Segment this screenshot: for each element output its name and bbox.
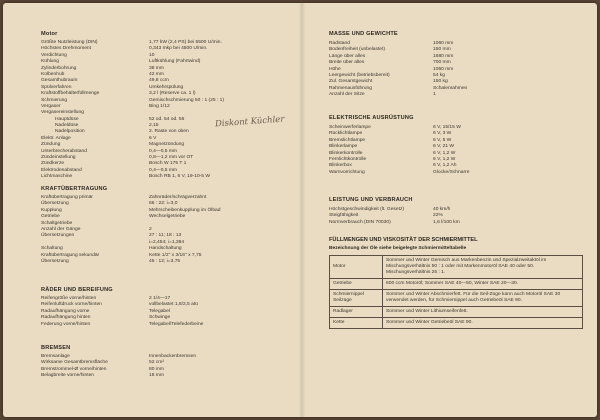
spec-label: Kupplung — [41, 207, 62, 213]
spec-label: Schaltgetriebe — [41, 220, 73, 226]
spec-value: 52 cm² — [149, 360, 164, 366]
spec-label: Radaufhängung vorne — [41, 308, 90, 314]
spec-value: 45 : 12; i=3,75 — [149, 258, 181, 264]
spec-label: Wirksame Gesamtbremsfläche — [41, 360, 108, 366]
spec-label: Radaufhängung hinten — [41, 315, 91, 321]
spec-value: 6 V, 15/15 W — [433, 125, 461, 130]
spec-label: Zylinderbohrung — [41, 65, 77, 71]
spec-value: Telegabel — [149, 308, 170, 314]
spec-value: Gemischschmierung 50 : 1 (25 : 1) — [149, 97, 225, 103]
spec-value: 52 od. 54 od. 56 — [149, 116, 185, 122]
spec-label: Höchstgeschwindigkeit (lt. Gesetz) — [329, 207, 405, 212]
spec-value: Umkehrspülung — [149, 84, 184, 90]
spec-label: Reifengröße vorne/hinten — [41, 296, 97, 301]
spec-value: Glocke/Schnarre — [433, 169, 470, 175]
table-text: 600 ccm Motoröl; Sommer SAE 40—50, Winter SAE 20—30. — [383, 279, 583, 290]
spec-value: 40 km/h — [433, 207, 451, 212]
spec-value: Bosch RB 1, 6 V, 19-10-5 W — [149, 174, 210, 180]
spec-label: Gesamthubraum — [41, 78, 78, 84]
spec-label: Schmierung — [41, 97, 68, 103]
lubricant-table — [329, 255, 583, 329]
table-row — [330, 256, 583, 279]
spec-value: 6 V, 21 W — [433, 144, 455, 150]
spec-label: Anzahl der Sitze — [329, 92, 365, 98]
table-row — [330, 318, 583, 329]
spec-label: Elektrodenabstand — [41, 167, 82, 173]
spec-value: Kette 1/2" x 3/16" x 7,75 — [149, 252, 202, 258]
spec-label: Schaltung — [41, 246, 63, 252]
table-text: Sommer und Winter Getriebeöl SAE 90. — [383, 318, 583, 329]
spec-value: 1050 mm — [433, 66, 454, 72]
table-row — [330, 279, 583, 290]
spec-label: Kolbenhub — [41, 71, 65, 77]
spec-value: 1060 mm — [433, 41, 454, 46]
spec-label: Federung vorne/hinten — [41, 321, 91, 327]
spec-value: Mehrscheibenkupplung im Ölbad — [149, 207, 221, 213]
spec-value: 150 mm — [433, 47, 451, 53]
spec-value: 0,8—1,2 mm vor OT — [149, 155, 194, 161]
table-key: Getriebe — [330, 279, 383, 290]
spec-value: 6 V, 5 W — [433, 137, 452, 143]
spec-label: Nadeldüse — [55, 123, 79, 129]
spec-value: Schalenrahmen — [433, 85, 468, 91]
spec-value: 10 — [149, 52, 155, 58]
masse-title: MASSE UND GEWICHTE — [329, 31, 398, 37]
spec-value: 700 mm — [433, 60, 451, 66]
table-key: Radlager — [330, 307, 383, 318]
spec-value: Wechselgetriebe — [149, 214, 186, 220]
spec-value: 49,8 ccm — [149, 78, 169, 84]
spec-label: Scheinwerferlampe — [329, 125, 371, 130]
spec-value: Telegabel/Telefederbeine — [149, 321, 204, 327]
table-text: Sommer und Winter Abschmierfett. Für die Seil-Züge kann auch Motoröl SAE 30 verwendet werden, für Schmiernippel auch Getriebeöl SAE 90. — [383, 290, 583, 307]
motor-title: Motor — [41, 31, 58, 37]
spec-label: Elektr. Anlage — [41, 135, 71, 141]
spec-value: vollbelastet 1,8/2,5 atü — [149, 302, 198, 308]
spec-value: 66 : 22: i=3,0 — [149, 201, 178, 207]
spec-value: 80 mm — [149, 366, 164, 372]
spec-value: 0,4—0,5 mm — [149, 148, 177, 154]
spec-label: Belagbreite vorne/hinten — [41, 373, 95, 379]
spec-label: Zündkerze — [41, 161, 65, 167]
spec-label: Höchstes Drehmoment — [41, 46, 92, 52]
kraft-rows — [41, 195, 281, 265]
spec-value: 6 V, 1,2 W — [433, 150, 456, 156]
spec-label: Übersetzungen — [41, 233, 75, 239]
spec-row — [329, 220, 579, 226]
spec-value: 2 1/4—17 — [149, 296, 171, 301]
spec-value: Bosch W 175 T 1 — [149, 161, 187, 167]
spec-value: 1680 mm — [433, 53, 454, 59]
spec-value: 2 — [149, 226, 152, 232]
raeder-rows — [41, 296, 281, 328]
lubricant-table-subtitle: Bezeichnung der Öle siehe beigelegte Schmiermitteltabelle — [329, 246, 467, 251]
spec-label: Verdichtung — [41, 52, 67, 58]
spec-label: Getriebe — [41, 214, 60, 220]
spec-label: Kraftstoffbehälterfüllmenge — [41, 91, 100, 97]
spec-label: Hauptdüse — [55, 116, 79, 122]
spec-label: Unterbrecherabstand — [41, 148, 87, 154]
elektrisch-title: ELEKTRISCHE AUSRÜSTUNG — [329, 115, 414, 121]
spec-label: Größte Nutzleistung (DIN) — [41, 40, 98, 45]
spec-label: Länge über alles — [329, 53, 366, 59]
spec-value: 38 mm — [149, 65, 164, 71]
spec-label: Fernlichtkontrolle — [329, 156, 367, 162]
spec-label: Übersetzung — [41, 258, 69, 264]
spec-label: Warnvorrichtung — [329, 169, 365, 175]
spec-label: Radstand — [329, 41, 350, 46]
spec-row — [329, 170, 579, 176]
spec-value: 3,2 l (Reserve ca. 1 l) — [149, 91, 196, 97]
spec-value: 6 V, 3 W — [433, 131, 452, 137]
spec-label: Steigfähigkeit — [329, 213, 359, 219]
spec-value: 0,4—0,5 mm — [149, 167, 177, 173]
spec-value: 18 mm — [149, 373, 164, 379]
spec-value: 2,15 — [149, 123, 159, 129]
spec-label: Zul. Gesamtgewicht — [329, 79, 373, 85]
spec-value: 6 V, 1,2 Ah — [433, 163, 457, 169]
bremsen-rows — [41, 354, 281, 380]
booklet-spread — [3, 3, 597, 417]
spec-value: 0,343 mkp bei 4500 U/min. — [149, 46, 208, 52]
spec-value: 27 : 11; 18 : 13 — [149, 233, 182, 239]
leistung-title: LEISTUNG UND VERBRAUCH — [329, 197, 413, 203]
table-text: Sommer und Winter Lithiumseifenfett. — [383, 307, 583, 318]
spec-label: Bodenfreiheit (unbelastet) — [329, 47, 386, 53]
table-row — [330, 290, 583, 307]
spec-value: Innenbackenbremsen — [149, 354, 197, 359]
spec-value: Bing 1/12 — [149, 103, 170, 109]
spec-value: 150 kg — [433, 79, 448, 85]
spec-value: i=2,454; i=1,384 — [149, 239, 185, 245]
spec-label: Kraftübertragung primär — [41, 195, 93, 200]
motor-rows — [41, 40, 281, 181]
handwritten-note: Diskont Küchler — [214, 114, 285, 130]
spec-value: Luftkühlung (Fahrtwind) — [149, 59, 201, 65]
spec-value: Handschaltung — [149, 246, 182, 252]
table-text: Sommer und Winter Gemisch aus Markenbenzin und Spezialzweitaktöl im Mischungsverhältnis 50 : 1 oder mit Markenmotoröl SAE 40 oder 50. Mischungsverhältnis 25 : 1. — [383, 256, 583, 279]
spec-value: 1,6 l/100 km — [433, 219, 460, 225]
spec-label: Anzahl der Gänge — [41, 226, 81, 232]
spec-value: 1 — [433, 92, 436, 98]
table-key: Motor — [330, 256, 383, 279]
spec-value: Magnetzündung — [149, 142, 185, 148]
spec-value: 1,77 kW (2,4 PS) bei 5500 U/min. — [149, 40, 222, 45]
spec-value: 6 V — [149, 135, 157, 141]
spec-label: Höhe — [329, 66, 341, 72]
spec-value: 22% — [433, 213, 443, 219]
leistung-rows — [329, 207, 579, 226]
elektrisch-rows — [329, 125, 579, 176]
spec-label: Vergaser — [41, 103, 61, 109]
spec-label: Bremsanlage — [41, 354, 70, 359]
spec-label: Zündung — [41, 142, 61, 148]
spec-row — [41, 174, 281, 180]
spec-value: Schwinge — [149, 315, 171, 321]
bremsen-title: BREMSEN — [41, 345, 71, 351]
spec-label: Rücklichtlampe — [329, 131, 363, 137]
spec-label: Bremstrommel-Ø vorne/hinten — [41, 366, 107, 372]
masse-rows — [329, 41, 579, 99]
spec-label: Blinkerlampe — [329, 144, 358, 150]
spec-label: Breite über alles — [329, 60, 365, 66]
spec-label: Zündeinstellung — [41, 155, 76, 161]
table-key: Kette — [330, 318, 383, 329]
spec-label: Leergewicht (betriebsbereit) — [329, 72, 390, 78]
spec-label: Bremslichtlampe — [329, 137, 366, 143]
raeder-title: RÄDER UND BEREIFUNG — [41, 287, 113, 293]
table-key: Schmiernippel Seilzüge — [330, 290, 383, 307]
spec-row — [41, 322, 281, 328]
spec-label: Nadelposition — [55, 129, 85, 135]
spec-label: Reifenluftdruck vorne/hinten — [41, 302, 102, 308]
lubricant-table-title: FÜLLMENGEN UND VISKOSITÄT DER SCHMIERMITTEL — [329, 237, 478, 243]
spec-label: Spülverfahren — [41, 84, 72, 90]
table-row — [330, 307, 583, 318]
spec-label: Übersetzung — [41, 201, 69, 207]
spec-row — [41, 259, 281, 265]
spec-value: 54 kg — [433, 72, 445, 78]
spec-value: 2. Raste von oben — [149, 129, 189, 135]
spec-label: Normverbrauch (DIN 70030) — [329, 219, 391, 225]
spec-row — [41, 373, 281, 379]
spec-value: Zahnräder/schrägverzahnt — [149, 195, 207, 200]
spec-label: Blinkerbox — [329, 163, 352, 169]
left-page — [3, 3, 299, 417]
spec-label: Kraftübertragung sekundär — [41, 252, 100, 258]
spec-label: Rahmenausführung — [329, 85, 372, 91]
spec-label: Kühlung — [41, 59, 59, 65]
right-page — [305, 3, 597, 417]
spec-label: Vergasereinstellung — [41, 110, 84, 116]
spec-label: Lichtmaschine — [41, 174, 73, 180]
spec-value: 6 V, 1,2 W — [433, 156, 456, 162]
kraft-title: KRAFTÜBERTRAGUNG — [41, 186, 108, 192]
spec-label: Blinkerkontrolle — [329, 150, 363, 156]
spec-row — [329, 92, 579, 98]
spec-value: 42 mm — [149, 71, 164, 77]
